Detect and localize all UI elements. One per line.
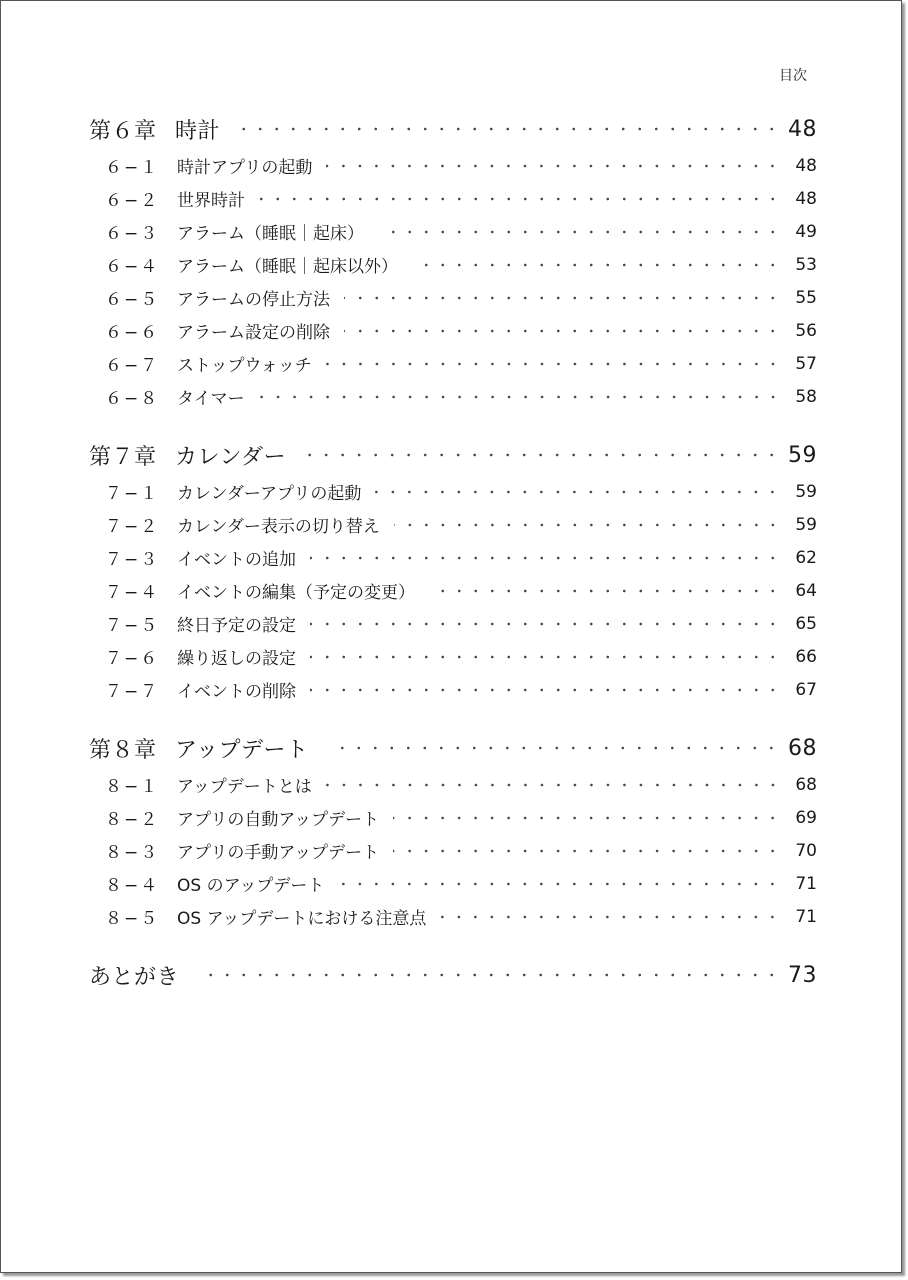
section-title: 終日予定の設定: [177, 616, 296, 636]
toc-section-entry[interactable]: [89, 347, 817, 380]
dot-leader: [326, 783, 781, 787]
dot-leader: [394, 523, 781, 527]
dot-leader: [308, 453, 780, 457]
dot-leader: [429, 589, 781, 593]
toc-chapter: [89, 109, 817, 413]
section-title: アプリの手動アップデート: [177, 843, 380, 863]
section-page-number: 70: [795, 840, 817, 861]
section-number: ７−３: [105, 550, 160, 570]
section-title: アプリの自動アップデート: [177, 810, 380, 830]
toc-section-entry[interactable]: [89, 215, 817, 248]
section-number: ７−１: [105, 484, 160, 504]
dot-leader: [375, 490, 781, 494]
toc-section-entry[interactable]: [89, 149, 817, 182]
dot-leader: [412, 263, 781, 267]
toc-section-entry[interactable]: [89, 801, 817, 834]
dot-leader: [242, 127, 780, 131]
section-title: 繰り返しの設定: [177, 649, 296, 669]
chapter-title: カレンダー: [175, 444, 287, 470]
dot-leader: [344, 296, 781, 300]
section-title: カレンダーアプリの起動: [177, 484, 362, 504]
toc-section-entry[interactable]: [89, 475, 817, 508]
section-number: ８−３: [105, 843, 160, 863]
section-page-number: 48: [795, 155, 817, 176]
toc-chapter: [89, 435, 817, 706]
section-title: タイマー: [177, 389, 245, 409]
dot-leader: [259, 395, 781, 399]
section-number: ６−７: [105, 356, 160, 376]
toc-chapter: [89, 728, 817, 933]
dot-leader: [338, 882, 781, 886]
toc-section-entry[interactable]: [89, 248, 817, 281]
section-page-number: 66: [795, 646, 817, 667]
dot-leader: [310, 655, 781, 659]
section-page-number: 69: [795, 807, 817, 828]
section-title: アラームの停止方法: [177, 290, 330, 310]
dot-leader: [259, 197, 781, 201]
dot-leader: [393, 816, 781, 820]
section-number: ６−３: [105, 224, 160, 244]
toc-section-entry[interactable]: [89, 281, 817, 314]
section-title: ストップウォッチ: [177, 356, 312, 376]
toc-chapter: [89, 955, 817, 995]
section-title: 時計アプリの起動: [177, 158, 313, 178]
section-title: イベントの編集（予定の変更）: [177, 583, 415, 603]
chapter-page-number: 59: [788, 442, 817, 468]
dot-leader: [310, 622, 781, 626]
section-number: ７−２: [105, 517, 160, 537]
toc-section-entry[interactable]: [89, 867, 817, 900]
section-number: ８−５: [105, 909, 160, 929]
toc-section-entry[interactable]: [89, 607, 817, 640]
chapter-number: 第７章: [89, 444, 157, 470]
toc-section-entry[interactable]: [89, 574, 817, 607]
toc-section-entry[interactable]: [89, 834, 817, 867]
chapter-number: 第８章: [89, 737, 157, 763]
section-page-number: 71: [795, 873, 817, 894]
dot-leader: [326, 362, 781, 366]
dot-leader: [326, 164, 781, 168]
chapter-title: アップデート: [175, 737, 309, 763]
section-page-number: 59: [795, 481, 817, 502]
dot-leader: [393, 849, 781, 853]
section-page-number: 49: [795, 221, 817, 242]
section-title: イベントの削除: [177, 682, 296, 702]
section-title: アラーム（睡眠｜起床）: [177, 224, 364, 244]
toc-section-entry[interactable]: [89, 380, 817, 413]
dot-leader: [330, 746, 780, 750]
section-number: ６−６: [105, 323, 160, 343]
toc-afterword-entry[interactable]: [89, 955, 817, 995]
section-number: ７−７: [105, 682, 160, 702]
section-page-number: 58: [795, 386, 817, 407]
section-page-number: 71: [795, 906, 817, 927]
section-title: カレンダー表示の切り替え: [177, 517, 380, 537]
toc-section-entry[interactable]: [89, 182, 817, 215]
section-number: ８−４: [105, 876, 160, 896]
dot-leader: [344, 329, 781, 333]
section-title: OS のアップデート: [177, 876, 325, 896]
section-page-number: 68: [795, 774, 817, 795]
running-header: 目次: [779, 68, 807, 84]
section-page-number: 59: [795, 514, 817, 535]
toc-section-entry[interactable]: [89, 541, 817, 574]
toc-section-entry[interactable]: [89, 673, 817, 706]
section-title: アップデートとは: [177, 777, 312, 797]
chapter-page-number: 68: [788, 735, 817, 761]
section-number: ６−５: [105, 290, 160, 310]
toc-chapter-entry[interactable]: [89, 435, 817, 475]
section-page-number: 62: [795, 547, 817, 568]
section-number: ６−１: [105, 158, 160, 178]
dot-leader: [310, 556, 781, 560]
section-number: ７−５: [105, 616, 160, 636]
toc-section-entry[interactable]: [89, 640, 817, 673]
section-page-number: 48: [795, 188, 817, 209]
section-page-number: 67: [795, 679, 817, 700]
toc-chapter-entry[interactable]: [89, 728, 817, 768]
section-number: ７−６: [105, 649, 160, 669]
toc-section-entry[interactable]: [89, 314, 817, 347]
section-page-number: 56: [795, 320, 817, 341]
section-title: アラーム（睡眠｜起床以外）: [177, 257, 398, 277]
dot-leader: [310, 688, 781, 692]
section-page-number: 57: [795, 353, 817, 374]
afterword-title: あとがき: [89, 964, 180, 990]
section-page-number: 64: [795, 580, 817, 601]
table-of-contents: [89, 109, 817, 995]
dot-leader: [440, 915, 781, 919]
section-page-number: 65: [795, 613, 817, 634]
chapter-page-number: 48: [788, 116, 817, 142]
toc-section-entry[interactable]: [89, 900, 817, 933]
section-number: ６−８: [105, 389, 160, 409]
toc-section-entry[interactable]: [89, 508, 817, 541]
dot-leader: [378, 230, 781, 234]
section-number: ８−１: [105, 777, 160, 797]
section-number: ６−４: [105, 257, 160, 277]
section-title: 世界時計: [177, 191, 245, 211]
afterword-page-number: 73: [788, 962, 817, 988]
section-title: アラーム設定の削除: [177, 323, 330, 343]
dot-leader: [201, 973, 780, 977]
section-number: ８−２: [105, 810, 160, 830]
section-title: イベントの追加: [177, 550, 296, 570]
section-number: ６−２: [105, 191, 160, 211]
section-number: ７−４: [105, 583, 160, 603]
chapter-number: 第６章: [89, 118, 157, 144]
toc-chapter-entry[interactable]: [89, 109, 817, 149]
section-title: OS アップデートにおける注意点: [177, 909, 427, 929]
chapter-title: 時計: [175, 118, 221, 144]
section-page-number: 53: [795, 254, 817, 275]
section-page-number: 55: [795, 287, 817, 308]
toc-section-entry[interactable]: [89, 768, 817, 801]
